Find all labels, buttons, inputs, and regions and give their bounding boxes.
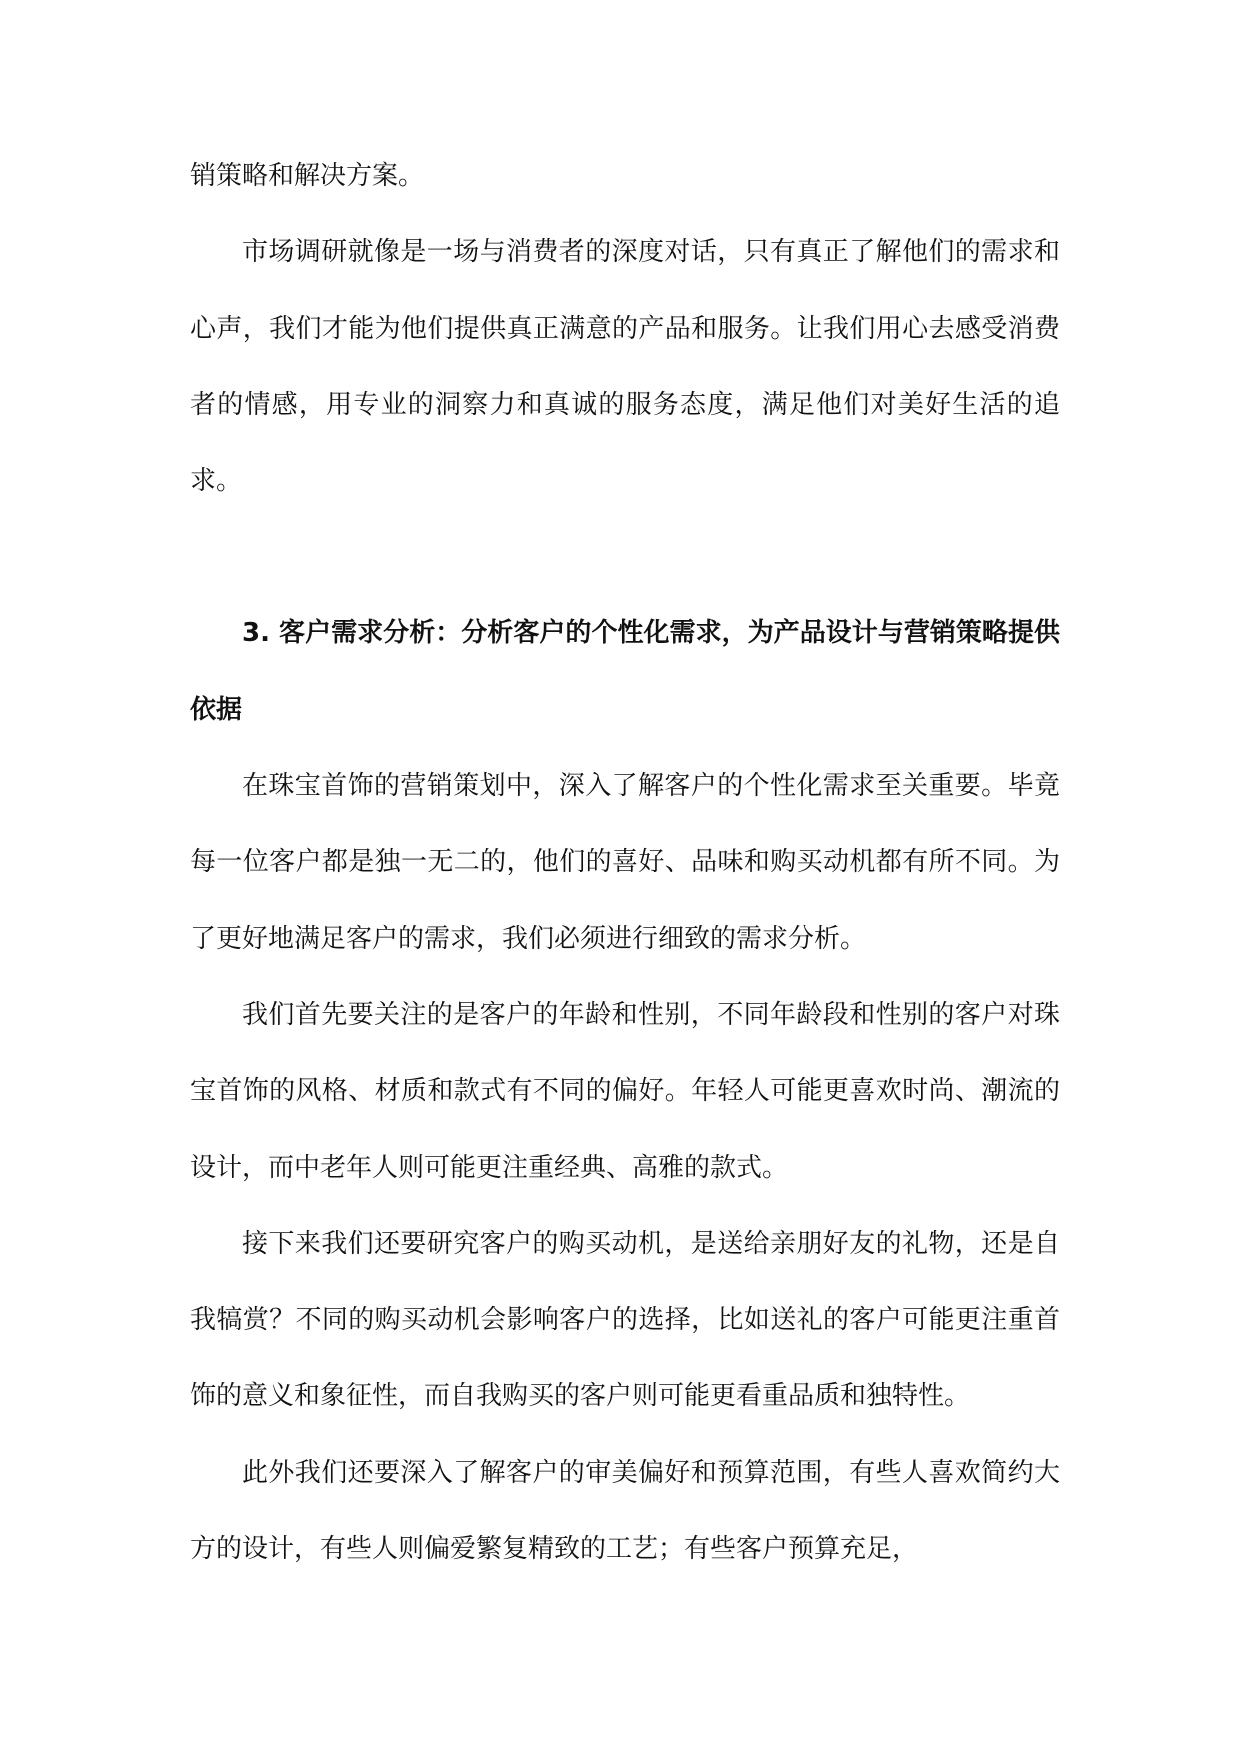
paragraph-personalized-needs: 在珠宝首饰的营销策划中，深入了解客户的个性化需求至关重要。毕竟每一位客户都是独一无二的，他们的喜好、品味和购买动机都有所不同。为了更好地满足客户的需求，我们必须进行细致的需求分析。 xyxy=(190,771,1060,954)
paragraph-market-research: 市场调研就像是一场与消费者的深度对话，只有真正了解他们的需求和心声，我们才能为他们提供真正满意的产品和服务。让我们用心去感受消费者的情感，用专业的洞察力和真诚的服务态度，满足他们对美好生活的追求。 xyxy=(190,237,1060,497)
section-heading: 3. 客户需求分析：分析客户的个性化需求，为产品设计与营销策略提供依据 xyxy=(190,618,1060,725)
paragraph-aesthetic-budget: 此外我们还要深入了解客户的审美偏好和预算范围，有些人喜欢简约大方的设计，有些人则偏爱繁复精致的工艺；有些客户预算充足， xyxy=(190,1457,1060,1565)
document-page xyxy=(190,138,1060,1587)
paragraph-continuation: 销策略和解决方案。 xyxy=(190,161,425,191)
paragraph-purchase-motivation: 接下来我们还要研究客户的购买动机，是送给亲朋好友的礼物，还是自我犒赏？不同的购买动机会影响客户的选择，比如送礼的客户可能更注重首饰的意义和象征性，而自我购买的客户则可能更看重品质和独特性。 xyxy=(190,1228,1060,1412)
paragraph-age-gender: 我们首先要关注的是客户的年龄和性别，不同年龄段和性别的客户对珠宝首饰的风格、材质和款式有不同的偏好。年轻人可能更喜欢时尚、潮流的设计，而中老年人则可能更注重经典、高雅的款式。 xyxy=(190,999,1060,1183)
section-spacer xyxy=(190,519,1060,595)
